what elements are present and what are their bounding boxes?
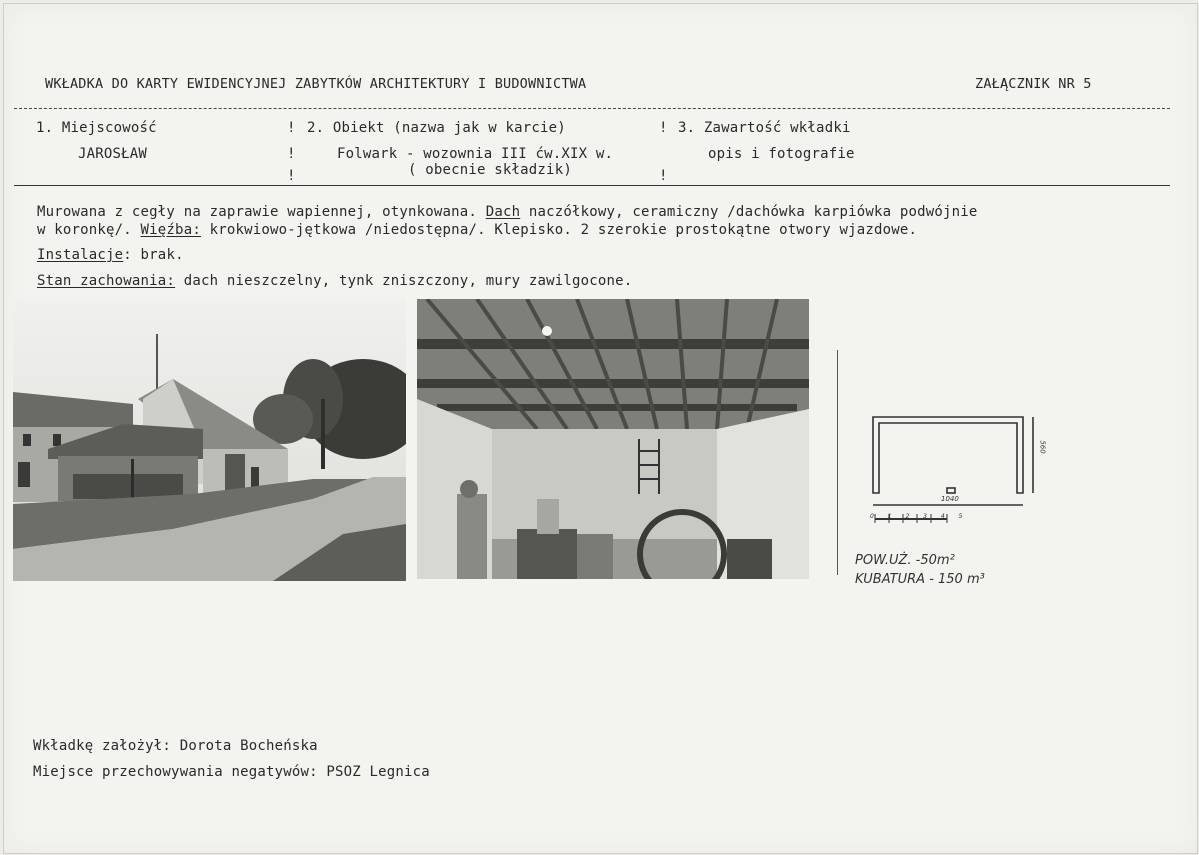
- document-title: WKŁADKA DO KARTY EWIDENCYJNEJ ZABYTKÓW ARCHITEKTURY I BUDOWNICTWA: [45, 76, 587, 92]
- field-separator: !: [659, 120, 668, 136]
- field-3-label: 3. Zawartość wkładki: [678, 120, 851, 136]
- plan-dimension-bottom: 1040: [941, 495, 959, 503]
- volume-note: KUBATURA - 150 m³: [855, 572, 985, 587]
- floor-plan: [865, 405, 1045, 525]
- plan-scale-labels: 0 1 2 3 4 5: [870, 513, 969, 520]
- attachment-number: ZAŁĄCZNIK NR 5: [975, 76, 1092, 92]
- field-separator: !: [287, 146, 296, 162]
- interior-photo: [417, 299, 809, 579]
- field-1-value: JAROSŁAW: [78, 146, 148, 162]
- fields-rule: [14, 185, 1170, 186]
- field-2-value-line2: ( obecnie składzik): [408, 162, 572, 178]
- field-1-label: 1. Miejscowość: [36, 120, 157, 136]
- field-3-value: opis i fotografie: [708, 146, 855, 162]
- field-separator: !: [659, 168, 668, 184]
- field-separator: !: [287, 120, 296, 136]
- installations-line: Instalacje: brak.: [37, 247, 184, 263]
- field-2-label: 2. Obiekt (nazwa jak w karcie): [307, 120, 566, 136]
- negatives-storage-line: Miejsce przechowywania negatywów: PSOZ Legnica: [33, 764, 430, 780]
- plan-divider-line: [837, 350, 838, 575]
- header-dashed-rule: [14, 108, 1170, 109]
- condition-line: Stan zachowania: dach nieszczelny, tynk zniszczony, mury zawilgocone.: [37, 273, 633, 289]
- description-line-1: Murowana z cegły na zaprawie wapiennej, otynkowana. Dach naczółkowy, ceramiczny /dachówka karpiówka podwójnie: [37, 204, 978, 220]
- author-line: Wkładkę założył: Dorota Bocheńska: [33, 738, 318, 754]
- field-2-value-line1: Folwark - wozownia III ćw.XIX w.: [337, 146, 614, 162]
- usable-area-note: POW.UŻ. -50m²: [855, 553, 955, 568]
- field-separator: !: [287, 168, 296, 184]
- exterior-photo: [13, 299, 406, 581]
- description-line-2: w koronkę/. Więźba: krokwiowo-jętkowa /niedostępna/. Klepisko. 2 szerokie prostokątne otwory wjazdowe.: [37, 222, 918, 238]
- plan-dimension-side: 560: [1038, 440, 1047, 454]
